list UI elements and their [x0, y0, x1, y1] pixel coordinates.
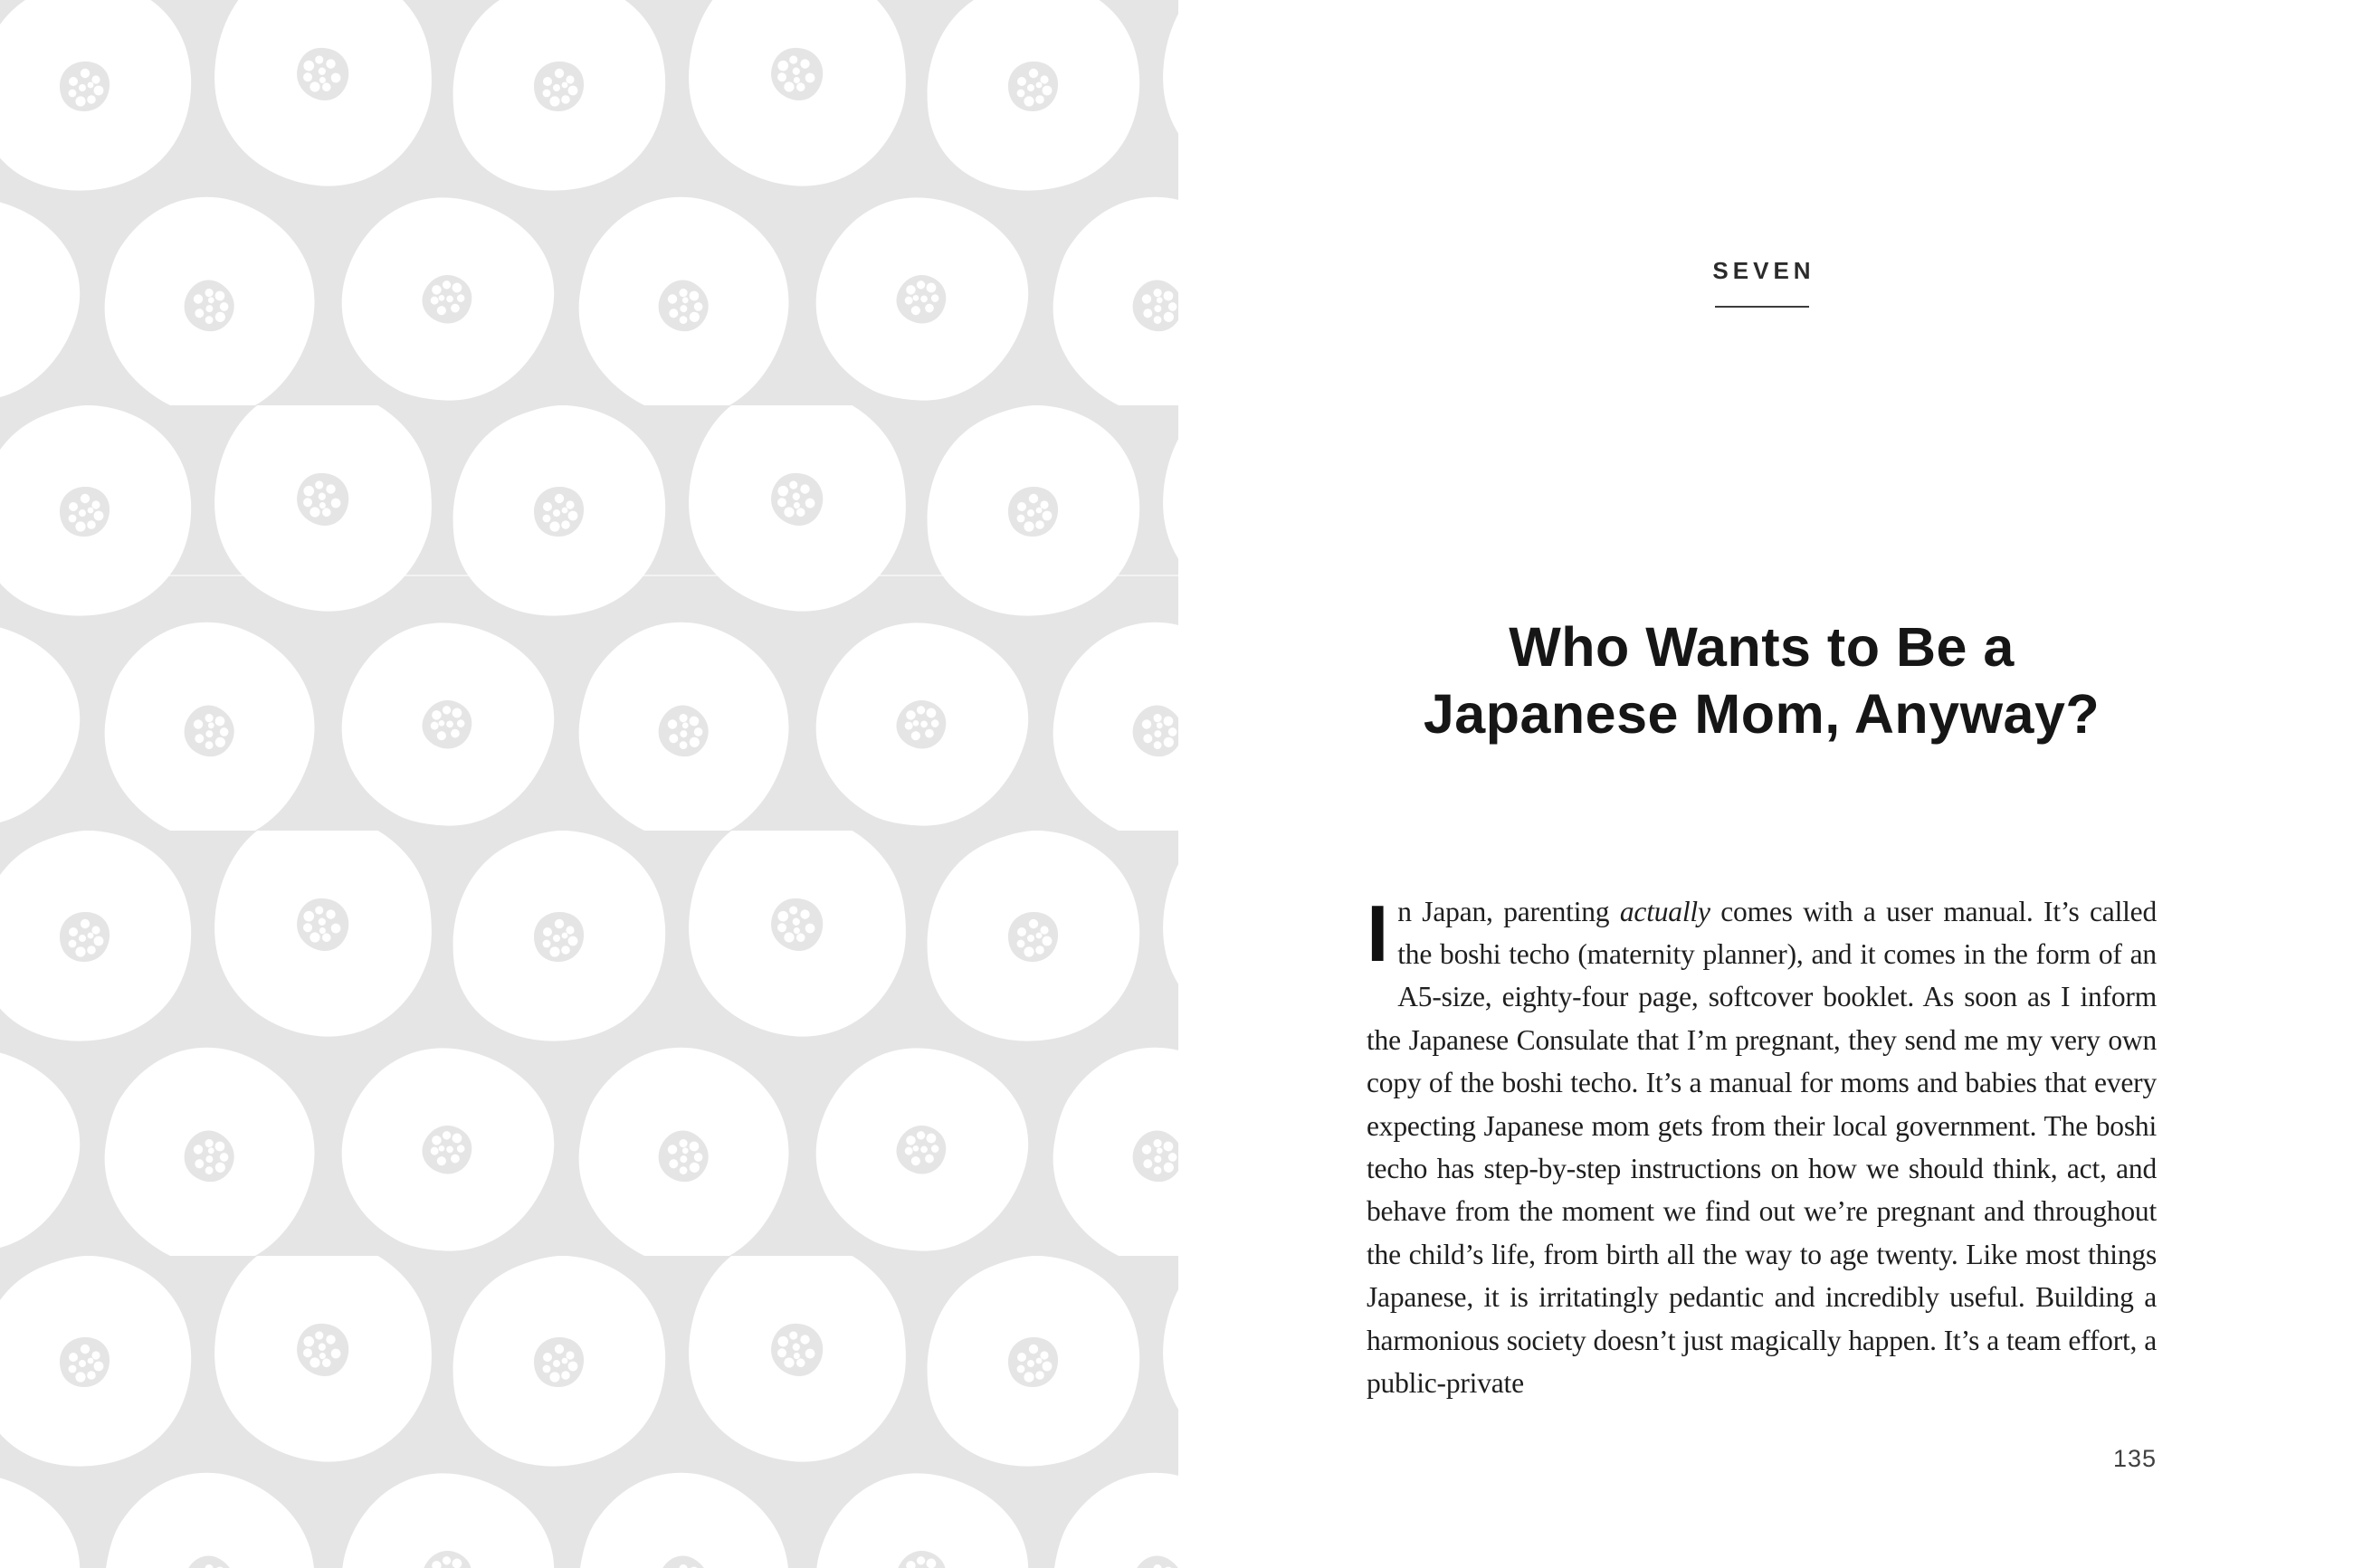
chapter-number-label: SEVEN [1712, 257, 1815, 284]
body-text-italic-word: actually [1619, 895, 1710, 927]
chapter-underline [1715, 306, 1809, 308]
chapter-title-line1: Who Wants to Be a [1509, 616, 2015, 678]
chapter-title [1321, 613, 2202, 747]
drop-cap: I [1367, 888, 1389, 978]
body-text-after-italic: comes with a user manual. It’s called the boshi techo (maternity planner), and it comes in the form of an A5-size, eighty-four page, softcover booklet. As soon as I inform the Japanese Consulate that I’m pregnant, they send me my very own copy of the boshi techo. It’s a manual for moms and babies that every expecting Japanese mom gets from their local government. The boshi techo has step-by-step instructions on how we should think, act, and behave from the moment we find out we’re pregnant and throughout the child’s life, from birth all the way to age twenty. Like most things Japanese, it is irritatingly pedantic and incredibly useful. Building a harmonious society doesn’t just magically happen. It’s a team effort, a public-private [1367, 895, 2157, 1399]
page-number: 135 [2112, 1445, 2157, 1472]
page-seam-line [0, 575, 1178, 576]
body-text-before-italic: n Japan, parenting [1397, 895, 1620, 927]
chapter-rule-wrap [1367, 296, 2157, 312]
right-page [1178, 0, 2353, 1568]
chapter-title-line2: Japanese Mom, Anyway? [1423, 683, 2101, 745]
body-paragraph [1367, 890, 2157, 1405]
